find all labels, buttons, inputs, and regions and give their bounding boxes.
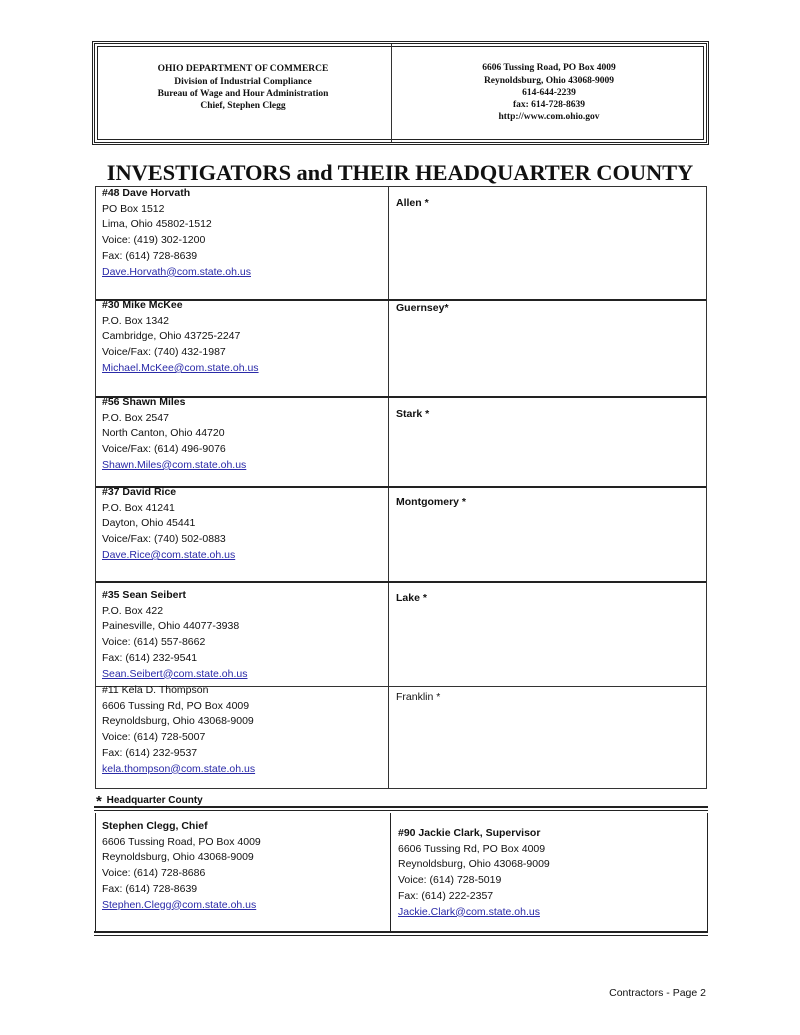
- investigators-table: [95, 186, 707, 789]
- email-link[interactable]: Dave.Rice@com.state.oh.us: [102, 548, 236, 561]
- division-name: Division of Industrial Compliance: [174, 76, 312, 87]
- headquarter-county: Lake *: [396, 592, 427, 604]
- column-divider: [390, 813, 391, 931]
- agency-phone: 614-644-2239: [522, 87, 576, 98]
- contact-line: Voice/Fax: (614) 496-9076: [102, 443, 226, 456]
- contact-line: P.O. Box 1342: [102, 314, 169, 327]
- headquarter-county: Montgomery *: [396, 496, 467, 508]
- divider-double-line: [94, 931, 708, 936]
- contact-line: PO Box 1512: [102, 202, 165, 215]
- contact-name: #48 Dave Horvath: [102, 187, 191, 199]
- email-link[interactable]: Jackie.Clark@com.state.oh.us: [398, 905, 540, 918]
- email-link[interactable]: Sean.Seibert@com.state.oh.us: [102, 667, 248, 680]
- contact-line: P.O. Box 41241: [102, 501, 175, 514]
- investigator-contact: [102, 186, 251, 280]
- contact-line: 6606 Tussing Rd, PO Box 4009: [398, 842, 546, 855]
- contact-line: 6606 Tussing Rd, PO Box 4009: [102, 699, 250, 712]
- supervisor-contact: [398, 826, 550, 920]
- email-link[interactable]: Dave.Horvath@com.state.oh.us: [102, 265, 251, 278]
- headquarter-county: Guernsey*: [396, 302, 449, 314]
- agency-contact: [391, 44, 706, 142]
- contact-line: Reynoldsburg, Ohio 43068-9009: [398, 858, 550, 871]
- contact-line: Reynoldsburg, Ohio 43068-9009: [102, 851, 254, 864]
- contact-line: Dayton, Ohio 45441: [102, 517, 196, 530]
- contact-line: 6606 Tussing Road, PO Box 4009: [102, 835, 261, 848]
- footnote-star: *: [96, 793, 102, 810]
- contact-name: #35 Sean Seibert: [102, 589, 187, 601]
- bureau-name: Bureau of Wage and Hour Administration: [157, 89, 329, 99]
- footnote-label: Headquarter County: [106, 795, 203, 806]
- investigator-contact: [102, 485, 235, 564]
- contact-name: #90 Jackie Clark, Supervisor: [398, 827, 541, 839]
- contact-name: #37 David Rice: [102, 486, 177, 498]
- table-row: [96, 396, 706, 488]
- email-link[interactable]: Shawn.Miles@com.state.oh.us: [102, 458, 247, 471]
- contact-line: Fax: (614) 232-9541: [102, 651, 198, 664]
- contact-name: Stephen Clegg, Chief: [102, 820, 208, 832]
- investigator-contact: [102, 395, 246, 474]
- email-line: [102, 667, 248, 683]
- contact-line: Voice: (614) 728-5019: [398, 874, 502, 887]
- email-link[interactable]: Stephen.Clegg@com.state.oh.us: [102, 898, 257, 911]
- supervisor-contact: [102, 819, 261, 913]
- footnote: [96, 790, 203, 810]
- contact-line: Fax: (614) 728-8639: [102, 882, 198, 895]
- headquarter-county: Franklin *: [396, 691, 441, 703]
- email-line: [398, 905, 550, 921]
- headquarter-county: Allen *: [396, 197, 429, 209]
- email-line: [102, 898, 261, 914]
- divider-double-line: [94, 806, 708, 811]
- contact-name: #11 Kela D. Thompson: [102, 684, 209, 696]
- agency-name: OHIO DEPARTMENT OF COMMERCE: [157, 64, 329, 75]
- contact-line: Fax: (614) 232-9537: [102, 746, 198, 759]
- letterhead-box: [92, 41, 709, 145]
- email-line: [102, 361, 259, 377]
- contact-line: Fax: (614) 728-8639: [102, 249, 198, 262]
- contact-line: Voice: (419) 302-1200: [102, 234, 206, 247]
- contact-line: P.O. Box 422: [102, 604, 164, 617]
- agency-city: Reynoldsburg, Ohio 43068-9009: [483, 75, 615, 86]
- contact-line: Voice: (614) 728-8686: [102, 867, 206, 880]
- investigator-contact: [102, 588, 248, 682]
- contact-name: #56 Shawn Miles: [102, 396, 186, 408]
- investigator-contact: [102, 683, 255, 777]
- contact-line: Reynoldsburg, Ohio 43068-9009: [102, 715, 254, 728]
- table-row: [96, 686, 706, 789]
- email-link[interactable]: kela.thompson@com.state.oh.us: [102, 762, 256, 775]
- contact-line: Lima, Ohio 45802-1512: [102, 218, 212, 231]
- email-line: [102, 548, 235, 564]
- contact-line: Voice/Fax: (740) 502-0883: [102, 533, 226, 546]
- contact-line: Cambridge, Ohio 43725-2247: [102, 330, 241, 343]
- chief-name: Chief, Stephen Clegg: [200, 101, 286, 112]
- email-link[interactable]: Michael.McKee@com.state.oh.us: [102, 361, 259, 374]
- agency-address: 6606 Tussing Road, PO Box 4009: [482, 63, 616, 74]
- table-row: [96, 187, 706, 299]
- contact-line: North Canton, Ohio 44720: [102, 427, 225, 440]
- contact-line: Voice/Fax: (740) 432-1987: [102, 346, 226, 359]
- table-row: [96, 486, 706, 583]
- email-line: [102, 762, 255, 778]
- table-row: [96, 299, 706, 398]
- email-line: [102, 458, 246, 474]
- table-row: [96, 581, 706, 688]
- agency-info: [95, 44, 391, 142]
- page-footer: Contractors - Page 2: [609, 987, 706, 999]
- contact-line: Voice: (614) 557-8662: [102, 636, 206, 649]
- contact-line: Painesville, Ohio 44077-3938: [102, 620, 240, 633]
- investigator-contact: [102, 298, 259, 377]
- contact-line: Fax: (614) 222-2357: [398, 889, 494, 902]
- contact-name: #30 Mike McKee: [102, 299, 183, 311]
- page-title: INVESTIGATORS and THEIR HEADQUARTER COUNTY: [106, 160, 694, 185]
- contact-line: P.O. Box 2547: [102, 411, 169, 424]
- agency-website: http://www.com.ohio.gov: [498, 112, 600, 123]
- agency-fax: fax: 614-728-8639: [512, 100, 586, 111]
- supervisors-box: [95, 813, 708, 932]
- headquarter-county: Stark *: [396, 408, 430, 420]
- email-line: [102, 265, 251, 281]
- contact-line: Voice: (614) 728-5007: [102, 731, 206, 744]
